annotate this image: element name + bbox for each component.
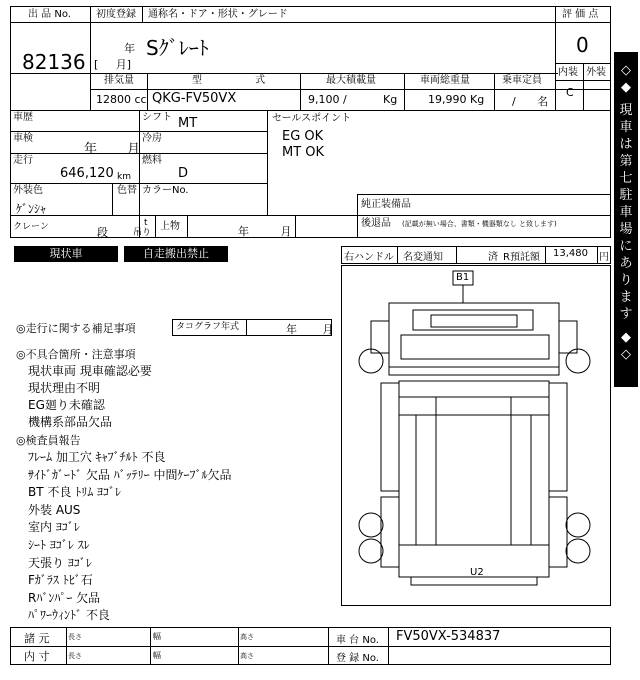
windshield-inner [431, 315, 517, 327]
inspector-label: ◎検査員報告 [16, 434, 81, 447]
parking-notice-char: ◆ [621, 80, 631, 95]
length-label-1: 長さ [68, 633, 82, 641]
color-label: 外装色 [13, 185, 43, 196]
left-side-panel [381, 383, 399, 491]
defect-item: 機構系部品欠品 [28, 415, 113, 429]
color-code-label: カラーNo. [142, 185, 189, 196]
parking-notice-char: す [619, 307, 633, 322]
sales-point-label: セールスポイント [272, 113, 352, 124]
rear-right-wheel-1 [566, 513, 590, 537]
color-change-label: 色替 [117, 185, 137, 196]
parking-notice-char: 第 [619, 154, 633, 169]
inspection-label: 車検 [13, 133, 33, 144]
right-mirror [559, 321, 577, 353]
displacement-value: 12800 cc [96, 93, 147, 106]
mileage-unit: km [117, 172, 131, 182]
exterior-label: 外装 [586, 67, 606, 78]
score-value: 0 [576, 33, 589, 57]
inspector-item: 室内 ﾖｺﾞﾚ [28, 520, 80, 535]
mileage-label: 走行 [13, 155, 33, 166]
interior-value: C [566, 86, 574, 99]
shift-value: MT [178, 116, 198, 131]
first-reg-month: [ 月] [94, 58, 132, 71]
max-load-label: 最大積載量 [326, 75, 376, 86]
parking-notice-char: 現 [619, 103, 633, 118]
inspector-item: ｻｲﾄﾞｶﾞｰﾄﾞ 欠品 ﾊﾞｯﾃﾘｰ 中間ｹｰﾌﾞﾙ欠品 [28, 467, 232, 482]
type-label: 型 式 [192, 75, 266, 86]
retrofit-note: (記載が無い場合、書類・機器類なし と致します) [402, 220, 557, 228]
parking-notice-char: ◇ [621, 63, 631, 78]
color-value: ｹﾞﾝｼｬ [16, 202, 47, 216]
fuel-label: 燃料 [142, 155, 162, 166]
top-label: 上物 [160, 221, 180, 232]
recycle-value: 13,480 [553, 248, 588, 259]
defect-item: 現状車両 現車確認必要 [28, 364, 152, 378]
max-load-value: 9,100 / [308, 93, 347, 106]
inspector-item: 外装 AUS [28, 502, 81, 517]
tacho-value: 年 月 [286, 323, 334, 336]
parking-notice-char: ◇ [621, 347, 631, 362]
u2-label: U2 [470, 567, 484, 578]
parking-notice-char: 車 [619, 205, 633, 220]
inspector-item: ﾌﾚｰﾑ 加工穴 ｷｬﾌﾞﾁﾙﾄ 不良 [28, 450, 166, 464]
capacity-label: 乗車定員 [502, 75, 542, 86]
parking-notice-char: に [619, 239, 633, 254]
sales-point-2: MT OK [282, 145, 325, 160]
inner-dims-label: 内 寸 [24, 650, 50, 663]
defects-label: ◎不具合箇所・注意事項 [16, 348, 136, 361]
right-side-panel [549, 383, 567, 491]
crane-steps: 段 [97, 226, 108, 239]
rear-left-wheel-1 [359, 513, 383, 537]
parking-notice-char: 駐 [619, 188, 633, 203]
parking-notice-char: ま [619, 290, 633, 305]
gross-weight-value: 19,990 Kg [428, 93, 485, 106]
registration-label: 登 録 No. [336, 653, 379, 664]
chassis-number: FV50VX-534837 [396, 629, 501, 644]
crane-hook: 吊り [133, 228, 152, 238]
handle-side: 右ハンドル [344, 252, 394, 263]
displacement-label: 排気量 [104, 75, 134, 86]
genuine-equipment-label: 純正装備品 [361, 199, 411, 210]
interior-label: 内装 [558, 67, 578, 78]
specs-label: 諸 元 [24, 632, 50, 645]
mileage-value: 646,120 [60, 166, 114, 181]
parking-notice-banner [614, 52, 638, 387]
height-label-1: 高さ [240, 633, 254, 641]
parking-notice-char: あ [619, 256, 633, 271]
parking-notice-char: 車 [619, 120, 633, 135]
rear-left-wheel-2 [359, 539, 383, 563]
inspection-value: 年 月 [84, 142, 141, 157]
defect-item: EG廻り未確認 [28, 398, 105, 412]
height-label-2: 高さ [240, 652, 254, 660]
inspector-item: 天張り ﾖｺﾞﾚ [28, 555, 92, 570]
gross-weight-label: 車両総重量 [420, 75, 470, 86]
width-label-2: 幅 [153, 651, 161, 660]
self-removal-banner: 自走搬出禁止 [124, 246, 228, 262]
width-label-1: 幅 [153, 632, 161, 641]
max-load-unit: Kg [383, 93, 398, 106]
current-condition-banner: 現状車 [14, 246, 118, 262]
first-reg-label: 初度登録 [96, 9, 136, 20]
parking-notice-char: は [619, 137, 633, 152]
capacity-value: / 名 [512, 95, 549, 108]
front-right-wheel [566, 349, 590, 373]
lot-number: 82136 [22, 50, 86, 74]
shift-label: シフト [142, 112, 172, 123]
fuel-value: D [178, 166, 189, 181]
crane-label: クレーン [13, 222, 49, 232]
defect-item: 現状理由不明 [28, 381, 101, 395]
lot-no-label: 出 品 No. [28, 9, 71, 20]
length-label-2: 長さ [68, 652, 82, 660]
type-value: QKG-FV50VX [152, 91, 237, 106]
driving-notes-label: ◎走行に関する補足事項 [16, 322, 136, 335]
model-name: Sｸﾞﾚｰﾄ [146, 36, 209, 60]
inspector-item: Fｶﾞﾗｽ ﾄﾋﾞ石 [28, 573, 93, 588]
recycle-label: R預託額 [503, 252, 540, 263]
rear-right-wheel-2 [566, 539, 590, 563]
top-value: 年 月 [238, 225, 292, 238]
parking-notice-char: 七 [619, 171, 633, 186]
parking-notice-char: ◆ [621, 330, 631, 345]
history-label: 車歴 [13, 112, 33, 123]
truck-diagram [341, 265, 611, 606]
inspector-item: ｼｰﾄ ﾖｺﾞﾚ ｽﾚ [28, 538, 90, 552]
inspector-item: Rﾊﾞﾝﾊﾟｰ 欠品 [28, 590, 101, 605]
score-label: 評 価 点 [562, 9, 599, 20]
crane-tons: t [144, 218, 148, 228]
sales-point-1: EG OK [282, 129, 324, 144]
retrofit-label: 後退品 [361, 218, 391, 229]
cargo-body [399, 381, 549, 577]
tacho-label: タコグラフ年式 [176, 322, 240, 332]
parking-notice-char: り [619, 273, 633, 288]
rear-bumper [411, 577, 537, 585]
cab-roof [401, 335, 549, 359]
parking-notice-char: 場 [619, 222, 633, 237]
b1-label: B1 [456, 272, 470, 283]
inspector-item: BT 不良 ﾄﾘﾑ ﾖｺﾞﾚ [28, 485, 122, 500]
model-label: 通称名・ドア・形状・グレード [148, 9, 288, 20]
recycle-unit: 円 [599, 252, 609, 263]
first-reg-year: 年 [124, 42, 135, 55]
left-mirror [371, 321, 389, 353]
name-change-label: 名変通知 [403, 252, 443, 263]
reserved-marker: 済 [488, 252, 498, 263]
ac-label: 冷房 [142, 133, 162, 144]
inspector-item: ﾊﾟﾜｰｳｨﾝﾄﾞ 不良 [28, 608, 110, 623]
chassis-label: 車 台 No. [336, 635, 379, 646]
